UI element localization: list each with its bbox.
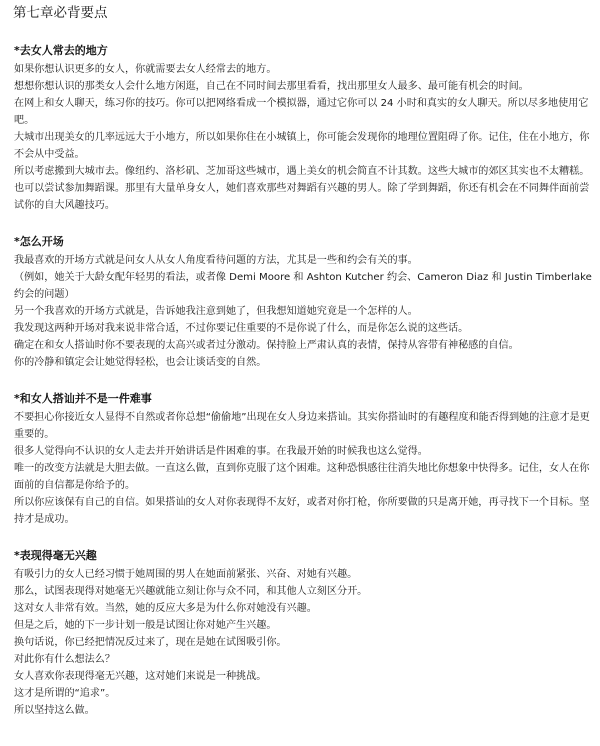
paragraph: 很多人觉得向不认识的女人走去并开始讲话是件困难的事。在我最开始的时候我也这么觉得。 (14, 446, 428, 457)
document-body (14, 42, 592, 719)
paragraph: 换句话说，你已经把情况反过来了，现在是她在试图吸引你。 (14, 637, 287, 648)
paragraph: 也可以尝试参加舞蹈课。那里有大量单身女人，她们喜欢那些对舞蹈有兴趣的男人。除了学到舞蹈，你还有机会在不同舞伴面前尝试你的自大风趣技巧。 (14, 183, 590, 211)
section-act-uninterested (14, 547, 592, 719)
paragraph: 我最喜欢的开场方式就是问女人从女人角度看待问题的方法，尤其是一些和约会有关的事。 (14, 255, 418, 266)
section-heading: *和女人搭讪并不是一件难事 (14, 392, 152, 405)
paragraph: 大城市出现美女的几率远远大于小地方，所以如果你住在小城镇上，你可能会发现你的地理位置阻碍了你。记住，住在小地方，你不会从中受益。 (14, 132, 590, 160)
paragraph: 唯一的改变方法就是大胆去做。一直这么做，直到你克服了这个困难。这种恐惧感往往消失地比你想象中快得多。记住，女人在你面前的自信都是你给予的。 (14, 463, 590, 491)
paragraph: 在网上和女人聊天，练习你的技巧。你可以把网络看成一个模拟器，通过它你可以 24 小时和真实的女人聊天。所以尽多地使用它吧。 (14, 98, 589, 126)
section-heading: *去女人常去的地方 (14, 44, 108, 57)
section-go-where-women-go (14, 42, 592, 214)
section-how-to-open (14, 233, 592, 371)
document-title: 第七章必背要点 (13, 5, 108, 21)
paragraph: 所以坚持这么做。 (14, 705, 95, 716)
paragraph: 确定在和女人搭讪时你不要表现的太高兴或者过分激动。保持脸上严肃认真的表情，保持从容带有神秘感的自信。 (14, 340, 519, 351)
paragraph: 你的冷静和镇定会让她觉得轻松，也会让谈话变的自然。 (14, 357, 267, 368)
paragraph: 女人喜欢你表现得毫无兴趣，这对她们来说是一种挑战。 (14, 671, 267, 682)
paragraph: 对此你有什么想法么？ (14, 654, 115, 665)
paragraph: 有吸引力的女人已经习惯于她周围的男人在她面前紧张、兴奋、对她有兴趣。 (14, 569, 358, 580)
section-heading: *怎么开场 (14, 235, 64, 248)
paragraph: 但是之后，她的下一步计划一般是试图让你对她产生兴趣。 (14, 620, 277, 631)
section-heading: *表现得毫无兴趣 (14, 549, 97, 562)
paragraph: 另一个我喜欢的开场方式就是，告诉她我注意到她了，但我想知道她究竟是一个怎样的人。 (14, 306, 418, 317)
paragraph: 这才是所谓的“追求”。 (14, 688, 116, 699)
paragraph: 那么，试图表现得对她毫无兴趣就能立刻让你与众不同，和其他人立刻区分开。 (14, 586, 368, 597)
paragraph: 不要担心你接近女人显得不自然或者你总想“偷偷地”出现在女人身边来搭讪。其实你搭讪时的有趣程度和能否得到她的注意才是更重要的。 (14, 412, 590, 440)
paragraph: 这对女人非常有效。当然，她的反应大多是为什么你对她没有兴趣。 (14, 603, 317, 614)
paragraph: 如果你想认识更多的女人，你就需要去女人经常去的地方。 (14, 64, 277, 75)
paragraph: 想想你想认识的那类女人会什么地方闲逛，自己在不同时间去那里看看，找出那里女人最多、最可能有机会的时间。 (14, 81, 529, 92)
paragraph: 所以考虑搬到大城市去。像纽约、洛杉矶、芝加哥这些城市，遇上美女的机会简直不计其数。这些大城市的郊区其实也不太糟糕。 (14, 166, 590, 177)
section-approaching-is-easy (14, 390, 592, 528)
paragraph: （例如，她关于大龄女配年轻男的看法，或者像 Demi Moore 和 Ashton Kutcher 约会、Cameron Diaz 和 Justin Timberlake 约会的问题） (14, 272, 592, 300)
paragraph: 我发现这两种开场对我来说非常合适，不过你要记住重要的不是你说了什么，而是你怎么说的这些话。 (14, 323, 469, 334)
paragraph: 所以你应该保有自己的自信。如果搭讪的女人对你表现得不友好，或者对你打枪，你所要做的只是离开她，再寻找下一个目标。坚持才是成功。 (14, 497, 590, 525)
